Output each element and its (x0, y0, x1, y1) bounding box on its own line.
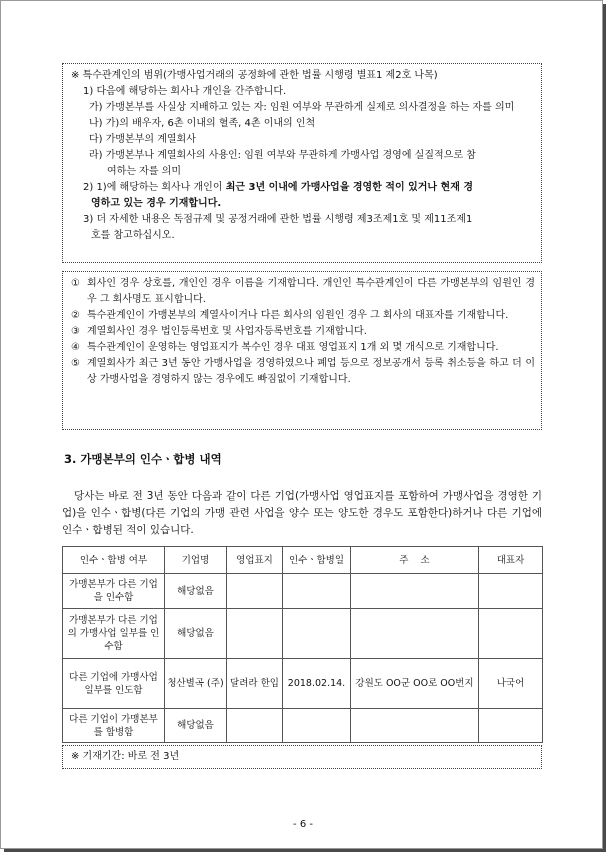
cell-company: 해당없음 (165, 574, 227, 609)
cell-date (283, 574, 351, 609)
table-row (63, 609, 543, 659)
cell-address (351, 609, 479, 659)
note-item-1-d-cont: 여하는 자를 의미 (107, 166, 181, 177)
note-item-1-c: 다) 가맹본부의 계열회사 (89, 134, 196, 145)
cell-type: 가맹본부가 다른 기업을 인수함 (63, 574, 165, 609)
instruction-item (71, 308, 535, 324)
header-cell-brand: 영업표지 (227, 547, 283, 574)
cell-company: 해당없음 (165, 609, 227, 659)
note-item-1-b: 나) 가)의 배우자, 6촌 이내의 혈족, 4촌 이내의 인척 (89, 118, 316, 129)
cell-brand (227, 609, 283, 659)
header-cell-company: 기업명 (165, 547, 227, 574)
instruction-text: 회사인 경우 상호를, 개인인 경우 이름을 기재합니다. 개인인 특수관계인이 다른 가맹본부의 임원인 경우 그 회사명도 표시합니다. (87, 278, 535, 305)
cell-type: 가맹본부가 다른 기업의 가맹사업 일부를 인수함 (63, 609, 165, 659)
instruction-item (71, 340, 535, 356)
note-item-1: 1) 다음에 해당하는 회사나 개인을 간주합니다. (83, 86, 287, 97)
related-party-scope-note (62, 63, 542, 263)
cell-type: 다른 기업이 가맹본부를 합병함 (63, 709, 165, 743)
cell-date (283, 709, 351, 743)
header-cell-date: 인수ㆍ합병일 (283, 547, 351, 574)
circled-number: ④ (71, 342, 80, 353)
note-item-1-a: 가) 가맹본부를 사실상 지배하고 있는 자: 임원 여부와 무관하게 실제로 의사결정을 하는 자를 의미 (89, 102, 515, 113)
cell-brand (227, 709, 283, 743)
period-footnote (62, 745, 542, 769)
table-row (63, 574, 543, 609)
note-item-3-cont: 호를 참고하십시오. (91, 230, 175, 241)
cell-ceo (479, 709, 543, 743)
page-number: - 6 - (293, 819, 313, 830)
instruction-item (71, 356, 535, 388)
note-item-2-prefix: 2) 1)에 해당하는 회사나 개인이 (83, 182, 226, 193)
cell-brand (227, 574, 283, 609)
circled-number: ⑤ (71, 358, 80, 369)
note-item-2-cont: 영하고 있는 경우 기재합니다. (91, 198, 222, 209)
instruction-item (71, 324, 535, 340)
cell-ceo (479, 609, 543, 659)
circled-number: ② (71, 310, 80, 321)
cell-ceo: 나국어 (479, 659, 543, 709)
cell-type: 다른 기업에 가맹사업 일부를 인도함 (63, 659, 165, 709)
note-header: ※ 특수관계인의 범위(가맹사업거래의 공정화에 관한 법률 시행령 별표1 제2호 나목) (71, 70, 438, 81)
table-header-row (63, 547, 543, 574)
note-item-2 (71, 180, 535, 196)
cell-address: 강원도 OO군 OO로 OO번지 (351, 659, 479, 709)
note-item-1-d: 라) 가맹본부나 계열회사의 사용인: 임원 여부와 무관하게 가맹사업 경영에 실질적으로 참 (89, 150, 476, 161)
section-title: 3. 가맹본부의 인수ㆍ합병 내역 (64, 452, 222, 466)
footnote-text: ※ 기재기간: 바로 전 3년 (71, 751, 180, 762)
header-cell-type: 인수ㆍ합병 여부 (63, 547, 165, 574)
cell-brand: 달려라 한입 (227, 659, 283, 709)
cell-company: 청산별곡 (주) (165, 659, 227, 709)
table-row (63, 709, 543, 743)
circled-number: ① (71, 278, 80, 289)
cell-company: 해당없음 (165, 709, 227, 743)
cell-ceo (479, 574, 543, 609)
note-item-3: 3) 더 자세한 내용은 독점규제 및 공정거래에 관한 법률 시행령 제3조제1호 및 제11조제1 (83, 214, 473, 225)
cell-date (283, 609, 351, 659)
cell-address (351, 709, 479, 743)
section-intro-paragraph: 당사는 바로 전 3년 동안 다음과 같이 다른 기업(가맹사업 영업표지를 포함하여 가맹사업을 경영한 기업)을 인수ㆍ합병(다른 기업의 가맹 관련 사업을 양수 또는 양도한 경우도 포함한다)하거나 다른 기업에 인수ㆍ합병된 적이 있습니다. (62, 490, 542, 536)
instruction-text: 특수관계인이 가맹본부의 계열사이거나 다른 회사의 임원인 경우 그 회사의 대표자를 기재합니다. (87, 310, 509, 321)
header-cell-address: 주 소 (351, 547, 479, 574)
cell-date: 2018.02.14. (283, 659, 351, 709)
instruction-item (71, 276, 535, 308)
instruction-text: 계열회사가 최근 3년 동안 가맹사업을 경영하였으나 폐업 등으로 정보공개서 등록 취소등을 하고 더 이상 가맹사업을 경영하지 않는 경우에도 빠짐없이 기재합니다. (87, 358, 535, 385)
merger-acquisition-table (62, 546, 543, 743)
cell-address (351, 574, 479, 609)
table-row (63, 659, 543, 709)
filling-instructions-note (62, 271, 542, 430)
header-cell-ceo: 대표자 (479, 547, 543, 574)
instruction-text: 특수관계인이 운영하는 영업표지가 복수인 경우 대표 영업표지 1개 외 몇 개식으로 기재합니다. (87, 342, 499, 353)
instruction-text: 계열회사인 경우 법인등록번호 및 사업자등록번호를 기재합니다. (87, 326, 367, 337)
circled-number: ③ (71, 326, 80, 337)
note-item-2-emphasis: 최근 3년 이내에 가맹사업을 경영한 적이 있거나 현재 경 (225, 182, 474, 193)
